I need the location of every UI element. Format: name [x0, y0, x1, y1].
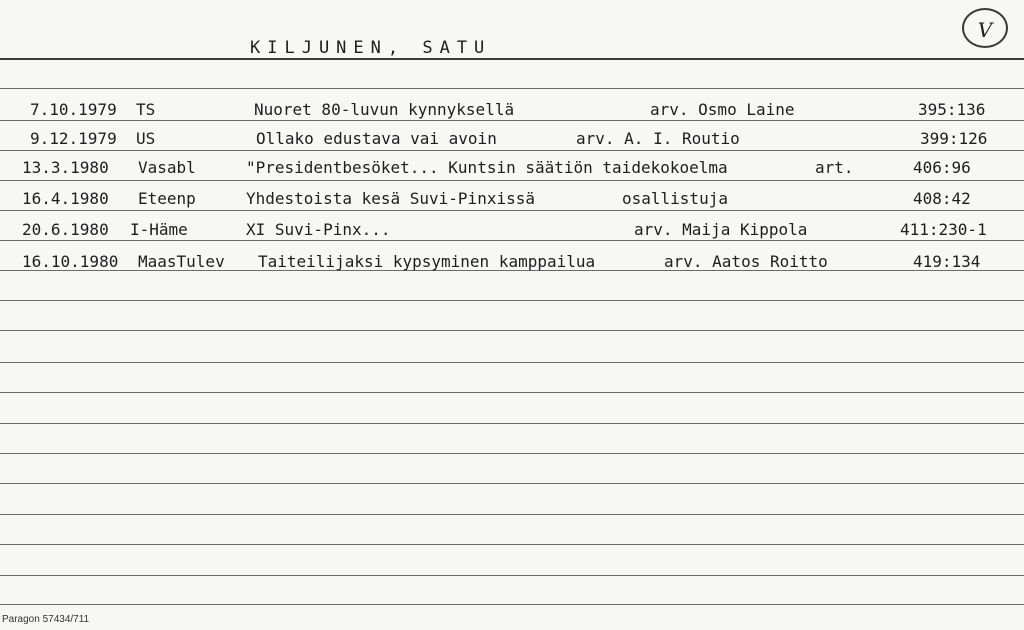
entry-row [0, 158, 1024, 182]
entry-row [0, 129, 1024, 153]
card-footer: Paragon 57434/711 [2, 614, 90, 625]
entry-row [0, 189, 1024, 213]
ruled-line [0, 88, 1024, 89]
entry-date: 16.10.1980 [22, 252, 119, 271]
ruled-line [0, 423, 1024, 424]
entry-row [0, 252, 1024, 276]
ruled-line [0, 330, 1024, 331]
entry-source: I-Häme [130, 220, 188, 239]
entry-role: osallistuja [622, 189, 728, 208]
entry-ref: 399:126 [920, 129, 988, 148]
entry-title: XI Suvi-Pinx... [246, 220, 391, 239]
entry-date: 16.4.1980 [22, 189, 109, 208]
entry-title: Nuoret 80-luvun kynnyksellä [254, 100, 515, 119]
entry-role: arv. Osmo Laine [650, 100, 795, 119]
ruled-line [0, 483, 1024, 484]
entry-title: Yhdestoista kesä Suvi-Pinxissä [246, 189, 535, 208]
entry-ref: 419:134 [913, 252, 981, 271]
card-name: KILJUNEN, SATU [250, 38, 492, 58]
ruled-line [0, 453, 1024, 454]
entry-ref: 395:136 [918, 100, 986, 119]
entry-date: 7.10.1979 [30, 100, 117, 119]
entry-source: MaasTulev [138, 252, 225, 271]
entry-ref: 406:96 [913, 158, 971, 177]
entry-source: US [136, 129, 156, 148]
entry-role: arv. A. I. Routio [576, 129, 740, 148]
circled-mark: V [962, 8, 1008, 48]
ruled-line [0, 575, 1024, 576]
entry-source: Eteenp [138, 189, 196, 208]
entry-title: Taiteilijaksi kypsyminen kamppailua [258, 252, 596, 271]
entry-source: Vasabl [138, 158, 196, 177]
entry-date: 20.6.1980 [22, 220, 109, 239]
entry-ref: 408:42 [913, 189, 971, 208]
entry-role: arv. Maija Kippola [634, 220, 808, 239]
header-rule [0, 58, 1024, 60]
ruled-line [0, 392, 1024, 393]
ruled-line [0, 362, 1024, 363]
entry-role: arv. Aatos Roitto [664, 252, 828, 271]
entry-row [0, 220, 1024, 244]
ruled-line [0, 300, 1024, 301]
entry-date: 13.3.1980 [22, 158, 109, 177]
entry-title: Ollako edustava vai avoin [256, 129, 497, 148]
entry-title: "Presidentbesöket... Kuntsin säätiön taidekokoelma [246, 158, 728, 177]
ruled-line [0, 544, 1024, 545]
entry-source: TS [136, 100, 156, 119]
entry-date: 9.12.1979 [30, 129, 117, 148]
entry-ref: 411:230-1 [900, 220, 987, 239]
ruled-line [0, 604, 1024, 605]
ruled-line [0, 514, 1024, 515]
entry-role: art. [815, 158, 854, 177]
entry-row [0, 100, 1024, 124]
